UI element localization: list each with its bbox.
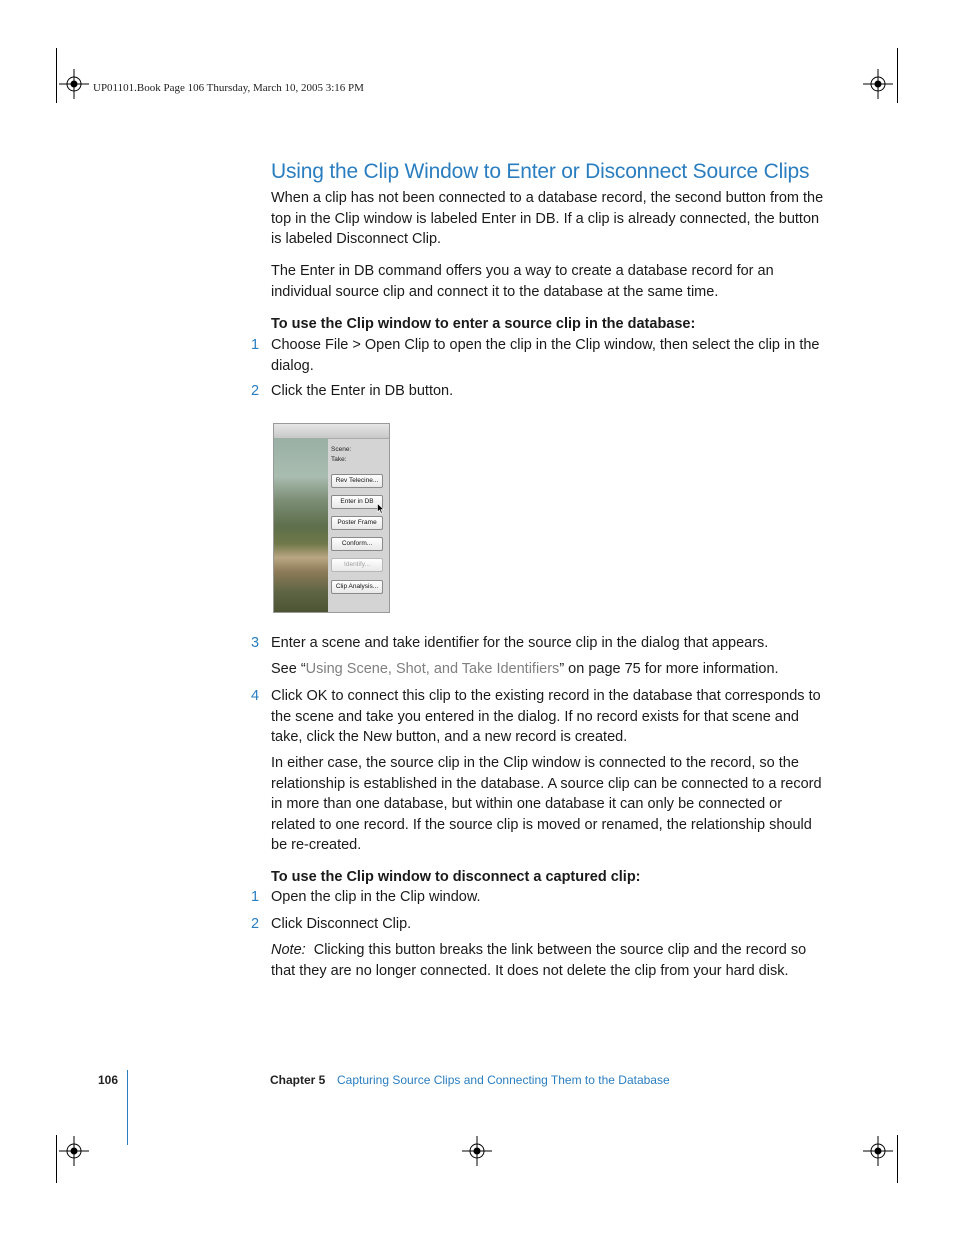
crop-mark	[897, 48, 898, 103]
registration-mark-icon	[59, 1136, 89, 1166]
step-number: 3	[251, 635, 260, 651]
clip-window-header	[274, 424, 390, 439]
note-paragraph	[271, 940, 827, 981]
registration-mark-icon	[59, 69, 89, 99]
see-prefix: See “	[271, 661, 306, 677]
task-title-enter: To use the Clip window to enter a source clip in the database:	[271, 316, 696, 332]
conform-button[interactable]: Conform...	[331, 537, 383, 551]
see-also-paragraph	[271, 659, 827, 680]
clip-analysis-button[interactable]: Clip Analysis...	[331, 580, 383, 594]
crop-mark	[56, 48, 57, 103]
intro-paragraph-2: The Enter in DB command offers you a way to create a database record for an individual source clip and connect it to the database at the same time.	[271, 263, 774, 300]
step-text: Choose File > Open Clip to open the clip in the Clip window, then select the clip in the dialog.	[271, 337, 820, 374]
page-number: 106	[98, 1073, 119, 1087]
chapter-label: Chapter 5	[270, 1073, 326, 1087]
enter-in-db-button[interactable]: Enter in DB	[331, 495, 383, 509]
clip-window-screenshot	[273, 423, 390, 613]
intro-paragraph-1: When a clip has not been connected to a database record, the second button from the top in the Clip window is labeled Enter in DB. If a clip is already connected, the button is labeled Disconnect Clip.	[271, 190, 824, 247]
identify-button[interactable]: Identify...	[331, 558, 383, 572]
step-text: Click OK to connect this clip to the existing record in the database that corresponds to the scene and take you entered in the dialog. If no record exists for that scene and take, click the New button, and a new record is created.	[271, 688, 821, 745]
step-text: Click the Enter in DB button.	[271, 383, 454, 399]
step-number: 4	[251, 688, 260, 704]
note-text: Clicking this button breaks the link between the source clip and the record so that they are no longer connected. It does not delete the clip from your hard disk.	[271, 942, 807, 979]
clip-video-frame	[274, 438, 328, 613]
step-number: 1	[251, 337, 260, 353]
step-number: 1	[251, 889, 260, 905]
chapter-title: Capturing Source Clips and Connecting Them to the Database	[337, 1073, 670, 1087]
step-text: Enter a scene and take identifier for the source clip in the dialog that appears.	[271, 635, 769, 651]
print-slug: UP01101.Book Page 106 Thursday, March 10, 2005 3:16 PM	[93, 82, 364, 94]
crop-mark	[56, 1135, 57, 1183]
take-label: Take:	[331, 456, 347, 463]
see-suffix: ” on page 75 for more information.	[559, 661, 779, 677]
step-number: 2	[251, 383, 260, 399]
either-case-paragraph: In either case, the source clip in the Clip window is connected to the record, so the relationship is established in the database. A source clip can be connected to a record in more than one database, but within one database it can only be connected or related to one record. If the source clip is moved or renamed, the relationship should be re-created.	[271, 755, 822, 853]
note-label: Note:	[271, 942, 306, 958]
see-also-link[interactable]: Using Scene, Shot, and Take Identifiers	[305, 661, 560, 677]
step-number: 2	[251, 916, 260, 932]
task-title-disconnect: To use the Clip window to disconnect a captured clip:	[271, 869, 641, 885]
crop-mark	[897, 1135, 898, 1183]
mouse-cursor-icon	[377, 503, 385, 514]
registration-mark-icon	[863, 69, 893, 99]
registration-mark-icon	[462, 1136, 492, 1166]
poster-frame-button[interactable]: Poster Frame	[331, 516, 383, 530]
step-text: Open the clip in the Clip window.	[271, 889, 481, 905]
scene-label: Scene:	[331, 446, 352, 453]
footer-rule	[127, 1070, 128, 1145]
section-heading: Using the Clip Window to Enter or Disconnect Source Clips	[271, 160, 810, 183]
rev-telecine-button[interactable]: Rev Telecine...	[331, 474, 383, 488]
registration-mark-icon	[863, 1136, 893, 1166]
step-text: Click Disconnect Clip.	[271, 916, 412, 932]
